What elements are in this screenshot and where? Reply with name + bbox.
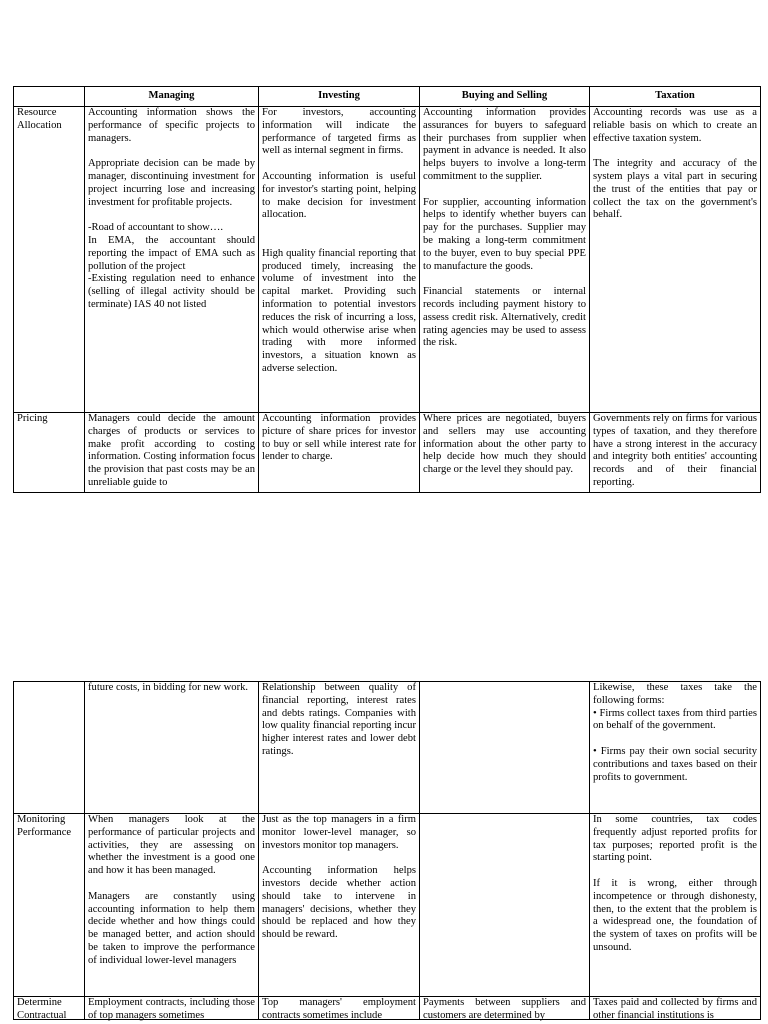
cell-resource-buying-selling [420, 107, 590, 413]
cell-pricing-managing [85, 413, 259, 493]
row-resource-allocation [14, 107, 761, 413]
paragraph: Likewise, these taxes take the following forms: [593, 682, 757, 706]
paragraph: Accounting information is useful for investor's starting point, helping to make decision for investment allocation. [262, 170, 416, 221]
paragraph: Accounting information shows the performance of specific projects to managers. [88, 107, 255, 144]
paragraph: Just as the top managers in a firm monitor lower-level manager, so investors monitor top managers. [262, 814, 416, 851]
paragraph: When managers look at the performance of particular projects and activities, they are assessing on whether the investment is a good one and how it has been managed. [88, 814, 255, 877]
header-empty-cell [14, 87, 85, 107]
row-label-pricing: Pricing [14, 413, 85, 493]
paragraph: Accounting information provides assurances for buyers to safeguard their purchases from supplier when payment in advance is needed. It also helps buyers to involve a long-term commitment to the supplier. [423, 107, 586, 182]
cell-pricing-cont-buying-selling [420, 682, 590, 814]
paragraph: -Road of accountant to show…. [88, 222, 224, 234]
table-page-2 [13, 681, 761, 1020]
cell-pricing-buying-selling: Where prices are negotiated, buyers and sellers may use accounting information about the other party to help decide how much they should charge or the level they should pay. [420, 413, 590, 493]
row-label-empty [14, 682, 85, 814]
cell-resource-managing [85, 107, 259, 413]
paragraph: The integrity and accuracy of the system plays a vital part in securing the trust of the entities that pay or collect the tax on the government's behalf. [593, 158, 757, 221]
row-label-monitoring-performance: Monitoring Performance [14, 814, 85, 997]
header-row [14, 87, 761, 107]
paragraph: Accounting information helps investors decide whether action should take to intervene in managers' decisions, whether they should be replaced and how they should be reward. [262, 865, 416, 941]
paragraph: If it is wrong, either through incompetence or through dishonesty, then, to the extent that the problem is a widespread one, the foundation of the system of taxes on profits will be unsound. [593, 877, 757, 953]
header-buying-selling: Buying and Selling [420, 87, 590, 107]
table-page-1 [13, 86, 761, 493]
paragraph: -Existing regulation need to enhance (selling of illegal activity should be terminate) IAS 40 not listed [88, 273, 255, 310]
paragraph: In EMA, the accountant should reporting the impact of EMA such as pollution of the project [88, 234, 255, 272]
paragraph: Top managers' employment contracts sometimes include [262, 997, 416, 1021]
row-pricing-continued [14, 682, 761, 814]
header-taxation: Taxation [590, 87, 761, 107]
paragraph: Financial statements or internal records including payment history to assess credit risk. Alternatively, credit rating agencies may be used to assess the risk. [423, 286, 586, 349]
paragraph: High quality financial reporting that produced timely, increasing the volume of investment into the capital market. Providing such information to potential investors reduces the risk of incurring a loss, which would otherwise arise when trading with more informed investors, a situation known as adverse selection. [262, 247, 416, 374]
cell-contractual-investing [259, 997, 420, 1020]
cell-pricing-cont-taxation [590, 682, 761, 814]
paragraph: Managers are constantly using accounting information to help them decide whether and how things could be managed better, and action should be taken to improve the performance of individual lower-level managers [88, 890, 255, 966]
cell-resource-investing [259, 107, 420, 413]
cell-contractual-buying-selling [420, 997, 590, 1020]
cell-contractual-managing [85, 997, 259, 1020]
paragraph: Appropriate decision can be made by manager, discontinuing investment for project incurring lose and increasing investment for profitable projects. [88, 158, 255, 208]
cell-pricing-cont-managing: future costs, in bidding for new work. [85, 682, 259, 814]
header-investing: Investing [259, 87, 420, 107]
cell-resource-taxation [590, 107, 761, 413]
cell-monitoring-buying-selling [420, 814, 590, 997]
paragraph: For supplier, accounting information helps to identify whether buyers can pay for the purchases. Supplier may be making a long-term commitment to the buyer, even to buy special PPE to manufacture the goods. [423, 196, 586, 272]
paragraph: Taxes paid and collected by firms and other financial institutions is [593, 997, 757, 1021]
paragraph: Governments rely on firms for various types of taxation, and they therefore have a strong interest in the accuracy and integrity both entities' accounting records and of their financial reporting. [593, 413, 757, 488]
cell-pricing-taxation [590, 413, 761, 493]
paragraph: Managers could decide the amount charges of products or services to make profit according to costing information. Costing information focus the provision that past costs may be an unreliable guide to [88, 413, 255, 488]
cell-monitoring-managing [85, 814, 259, 997]
paragraph: For investors, accounting information will indicate the performance of targeted firms as well as internal segment in firms. [262, 107, 416, 157]
row-monitoring-performance [14, 814, 761, 997]
row-label-resource-allocation: Resource Allocation [14, 107, 85, 413]
paragraph: Accounting records was use as a reliable basis on which to create an effective taxation system. [593, 107, 757, 144]
row-pricing [14, 413, 761, 493]
row-label-determine-contractual [14, 997, 85, 1020]
paragraph: Payments between suppliers and customers are determined by [423, 997, 586, 1021]
bullet-item: • Firms collect taxes from third parties on behalf of the government. [593, 707, 757, 732]
cell-contractual-taxation [590, 997, 761, 1020]
header-managing: Managing [85, 87, 259, 107]
paragraph: Employment contracts, including those of top managers sometimes [88, 997, 255, 1021]
cell-monitoring-taxation [590, 814, 761, 997]
cell-pricing-cont-investing: Relationship between quality of financial reporting, interest rates and debts ratings. Companies with low quality financial reporting incur higher interest rates and lower debt ratings. [259, 682, 420, 814]
row-determine-contractual [14, 997, 761, 1020]
cell-pricing-investing: Accounting information provides picture of share prices for investor to buy or sell while interest rate for lender to charge. [259, 413, 420, 493]
row-label-text: Determine Contractual [17, 997, 67, 1021]
cell-monitoring-investing [259, 814, 420, 997]
paragraph: In some countries, tax codes frequently adjust reported profits for tax purposes; reported profit is the starting point. [593, 814, 757, 864]
bullet-item: • Firms pay their own social security contributions and taxes based on their profits to government. [593, 745, 757, 783]
